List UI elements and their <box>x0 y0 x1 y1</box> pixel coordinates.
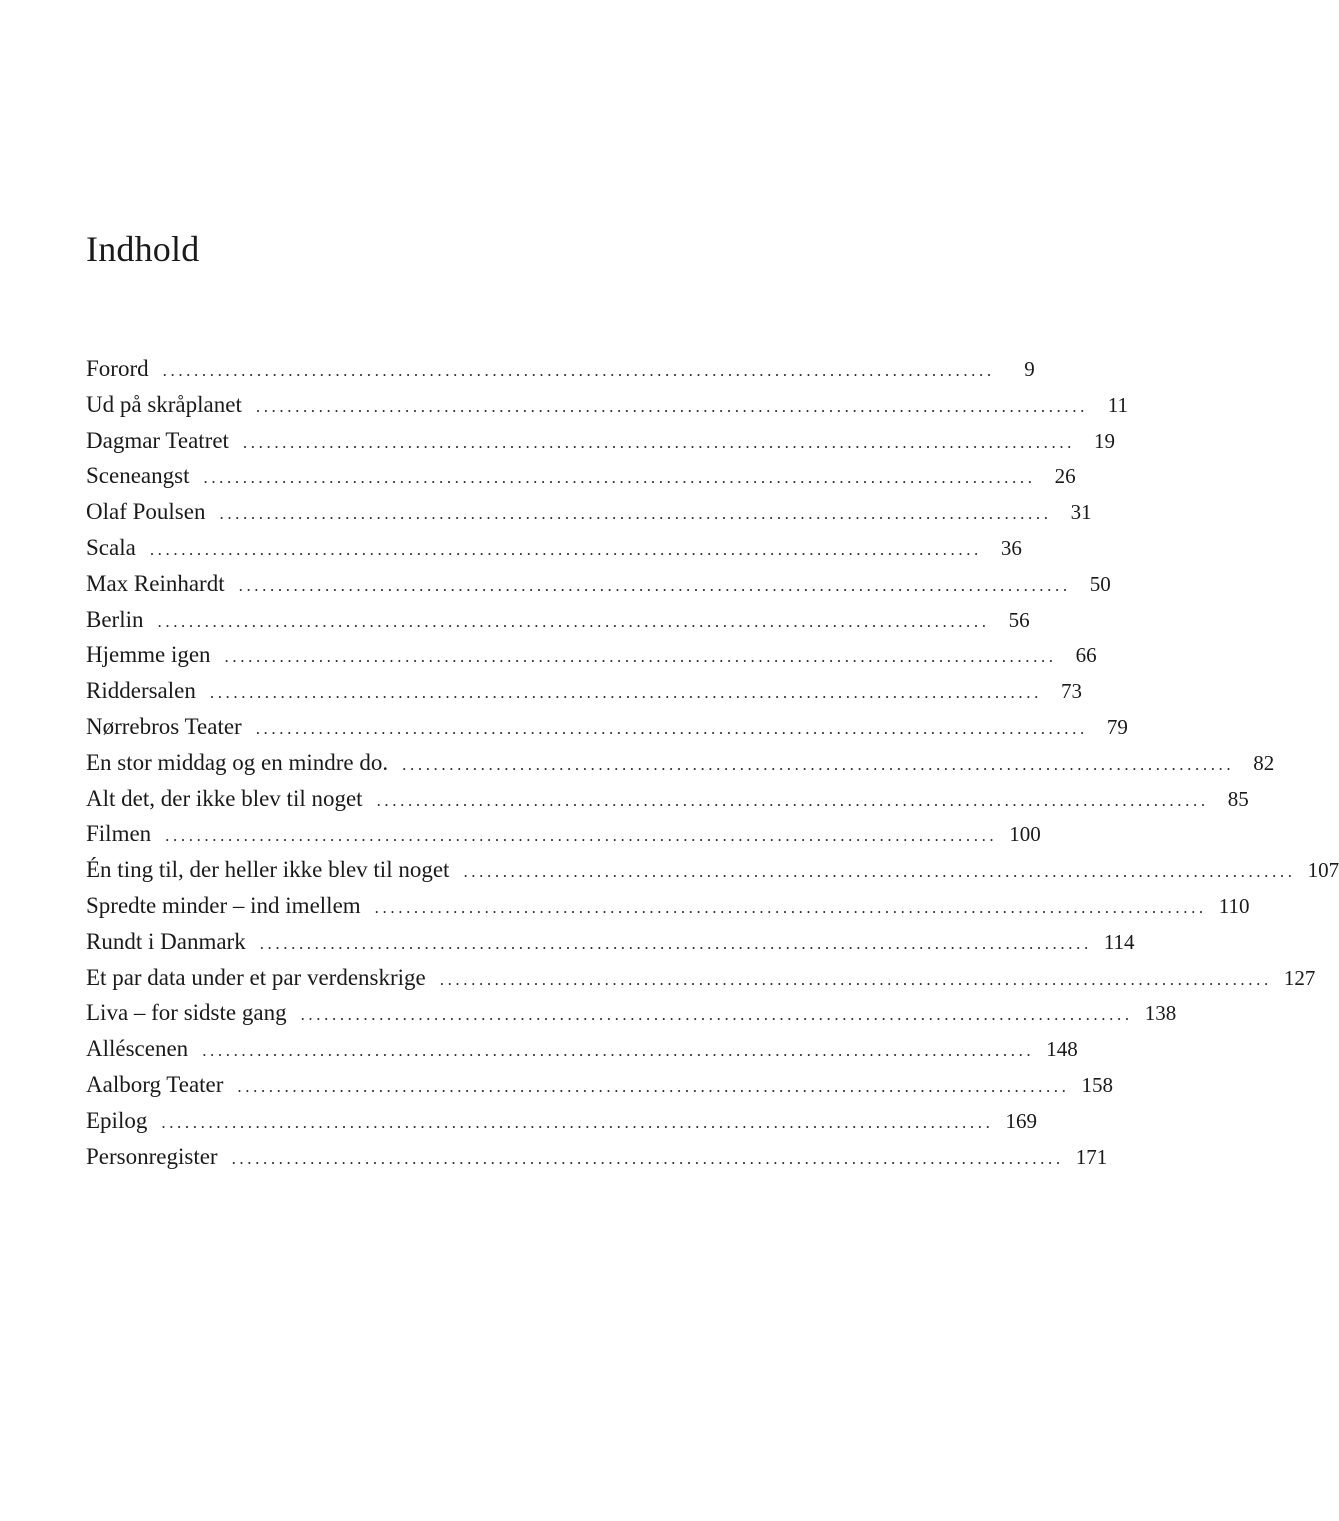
toc-entry <box>86 1103 1037 1139</box>
toc-entry <box>86 351 1035 387</box>
dot-leader: .......................................................................................................... <box>231 1148 1064 1168</box>
dot-leader: .......................................................................................................... <box>259 933 1092 953</box>
dot-leader: .......................................................................................................... <box>237 1076 1070 1096</box>
toc-entry-title: Alt det, der ikke blev til noget <box>86 785 363 811</box>
dot-leader: .......................................................................................................... <box>374 897 1207 917</box>
toc-entry-page: 138 <box>1144 1001 1177 1026</box>
toc-entry-page: 158 <box>1081 1072 1114 1097</box>
dot-leader: .......................................................................................................... <box>224 647 1057 667</box>
toc-entry-page: 127 <box>1283 965 1316 990</box>
toc-entry-page: 169 <box>1005 1108 1037 1133</box>
dot-leader: .......................................................................................................... <box>209 683 1042 703</box>
dot-leader: .......................................................................................................... <box>219 504 1052 524</box>
toc-entry-title: Olaf Poulsen <box>86 499 206 525</box>
toc-entry <box>86 1067 1114 1103</box>
toc-entry-page: 31 <box>1070 500 1092 525</box>
toc-entry-page: 9 <box>1024 357 1035 381</box>
dot-leader: .......................................................................................................... <box>161 1112 994 1132</box>
toc-entry <box>86 745 1275 781</box>
toc-entry-page: 110 <box>1218 893 1250 918</box>
toc-entry-title: Rundt i Danmark <box>86 928 246 954</box>
toc-entry-title: Epilog <box>86 1107 148 1133</box>
toc-entry <box>86 1031 1078 1067</box>
dot-leader: .......................................................................................................... <box>255 396 1088 416</box>
toc-entry-page: 82 <box>1253 750 1275 775</box>
toc-entry <box>86 566 1111 602</box>
toc-entry <box>86 387 1128 423</box>
toc-heading: Indhold <box>86 229 200 269</box>
dot-leader: .......................................................................................................... <box>463 862 1296 882</box>
toc-entry-title: Aalborg Teater <box>86 1071 224 1097</box>
table-of-contents <box>86 351 1339 1174</box>
toc-entry-title: Filmen <box>86 821 152 847</box>
toc-entry <box>86 924 1135 960</box>
toc-entry <box>86 637 1097 673</box>
toc-entry-page: 107 <box>1307 858 1339 883</box>
toc-entry <box>86 458 1076 494</box>
toc-entry <box>86 960 1316 996</box>
toc-entry-title: Dagmar Teatret <box>86 427 229 453</box>
toc-entry-title: Hjemme igen <box>86 642 211 668</box>
toc-entry-page: 56 <box>1008 607 1030 632</box>
toc-entry <box>86 494 1092 530</box>
toc-entry-title: Sceneangst <box>86 463 190 489</box>
toc-entry-page: 100 <box>1009 822 1041 847</box>
toc-entry <box>86 852 1339 888</box>
dot-leader: .......................................................................................................... <box>149 539 982 559</box>
toc-entry-title: Spredte minder – ind imellem <box>86 892 361 918</box>
toc-entry <box>86 423 1116 459</box>
toc-entry <box>86 709 1128 745</box>
toc-entry <box>86 816 1041 852</box>
toc-entry <box>86 1139 1108 1175</box>
toc-entry-title: Én ting til, der heller ikke blev til noget <box>86 857 450 883</box>
toc-entry-page: 66 <box>1075 643 1097 668</box>
toc-entry-title: Forord <box>86 356 149 381</box>
dot-leader: .......................................................................................................... <box>238 575 1071 595</box>
toc-entry-title: Riddersalen <box>86 678 196 704</box>
toc-entry-page: 148 <box>1046 1037 1078 1062</box>
toc-entry-title: Personregister <box>86 1143 218 1169</box>
toc-entry-title: Liva – for sidste gang <box>86 1000 287 1026</box>
dot-leader: .......................................................................................................... <box>157 611 990 631</box>
toc-entry-page: 79 <box>1106 714 1128 739</box>
toc-entry-page: 114 <box>1103 929 1135 954</box>
toc-entry <box>86 530 1022 566</box>
toc-entry-title: Et par data under et par verdenskrige <box>86 964 426 990</box>
toc-entry <box>86 995 1177 1031</box>
toc-entry-page: 19 <box>1094 428 1116 453</box>
toc-entry-title: Nørrebros Teater <box>86 713 242 739</box>
dot-leader: .......................................................................................................... <box>376 790 1209 810</box>
toc-entry-title: Ud på skråplanet <box>86 391 242 417</box>
toc-entry-page: 50 <box>1089 571 1111 596</box>
dot-leader: .......................................................................................................... <box>242 432 1076 452</box>
toc-entry <box>86 673 1082 709</box>
dot-leader: .......................................................................................................... <box>255 718 1088 738</box>
toc-entry-page: 171 <box>1075 1144 1108 1169</box>
toc-entry <box>86 602 1030 638</box>
toc-entry-title: En stor middag og en mindre do. <box>86 749 389 775</box>
toc-entry-title: Berlin <box>86 606 144 632</box>
toc-entry <box>86 888 1250 924</box>
dot-leader: .......................................................................................................... <box>162 361 995 380</box>
toc-entry-page: 11 <box>1107 392 1128 417</box>
toc-entry-page: 36 <box>1000 535 1022 560</box>
toc-entry-title: Max Reinhardt <box>86 570 225 596</box>
dot-leader: .......................................................................................................... <box>402 754 1235 774</box>
dot-leader: .......................................................................................................... <box>202 1041 1035 1061</box>
dot-leader: .......................................................................................................... <box>165 826 998 846</box>
toc-entry-title: Alléscenen <box>86 1036 189 1062</box>
dot-leader: .......................................................................................................... <box>203 468 1036 488</box>
dot-leader: .......................................................................................................... <box>300 1005 1133 1025</box>
toc-entry <box>86 781 1249 817</box>
toc-entry-title: Scala <box>86 534 136 560</box>
dot-leader: .......................................................................................................... <box>439 969 1272 989</box>
toc-entry-page: 73 <box>1060 679 1082 704</box>
toc-entry-page: 26 <box>1054 464 1076 489</box>
toc-entry-page: 85 <box>1227 786 1249 811</box>
